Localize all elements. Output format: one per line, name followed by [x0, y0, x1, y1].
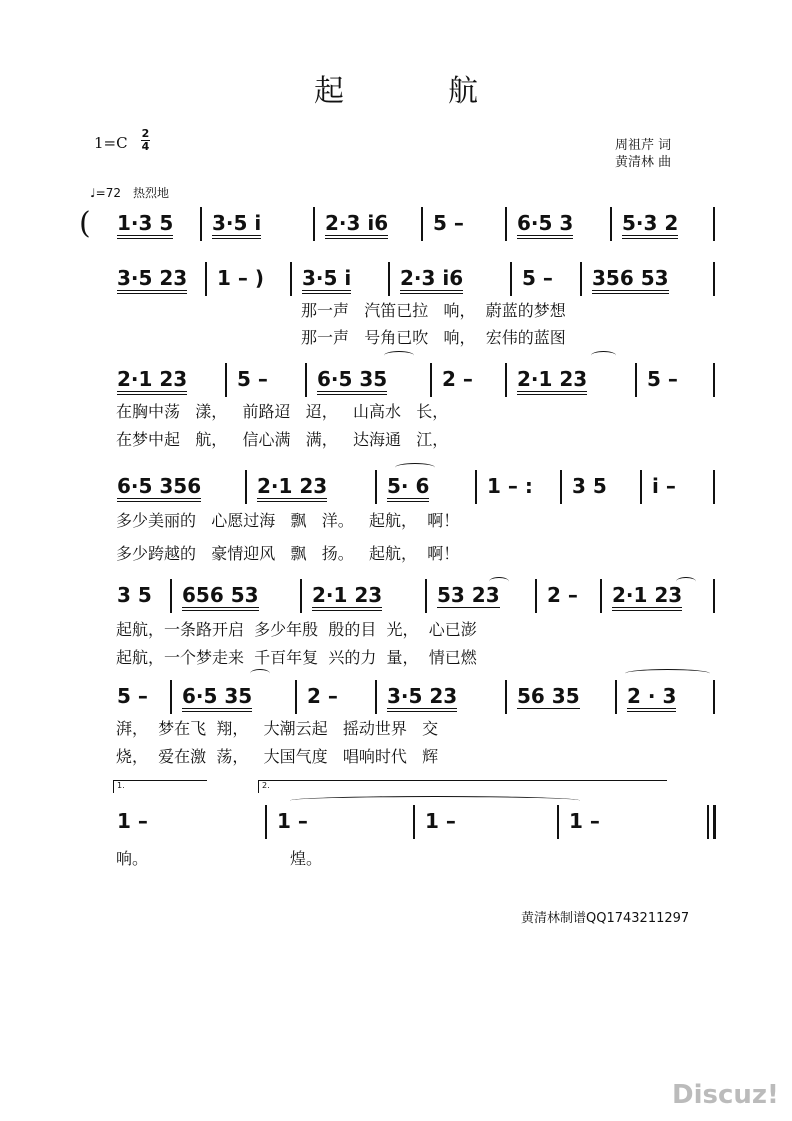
measure: 2·1 23	[312, 583, 382, 611]
measure: 2·1 23	[612, 583, 682, 611]
measure: 2·1 23	[117, 367, 187, 395]
measure: 2·1 23	[257, 474, 327, 502]
tie-slur	[395, 463, 435, 472]
measure: 5 –	[117, 684, 148, 708]
bar-line	[265, 805, 267, 839]
tie-slur	[591, 351, 616, 360]
bar-line	[505, 207, 507, 241]
staff-row	[0, 470, 792, 514]
title-char-2: 航	[448, 74, 478, 109]
measure: 1 –	[425, 809, 456, 833]
bar-line	[475, 470, 477, 504]
measure: 5 –	[522, 266, 553, 290]
watermark: Discuz!	[672, 1080, 779, 1110]
measure: 2·3 i6	[325, 211, 388, 239]
measure: 3·5 23	[387, 684, 457, 712]
bar-line	[305, 363, 307, 397]
bar-line	[560, 470, 562, 504]
bar-line	[505, 680, 507, 714]
measure: 1 – )	[217, 266, 264, 290]
bar-line	[425, 579, 427, 613]
measure: 5·3 2	[622, 211, 678, 239]
bar-line	[610, 207, 612, 241]
expression-marking: 热烈地	[132, 186, 169, 200]
lyric-line: 起航，一条路开启 多少年殷 殷的目 光， 心已澎	[116, 620, 477, 639]
measure: 6·5 35	[317, 367, 387, 395]
volta-bracket: 2.	[258, 780, 667, 793]
bar-line	[170, 680, 172, 714]
lyric-line: 多少美丽的 心愿过海 飘 洋。 起航， 啊！	[116, 511, 460, 530]
bar-line	[580, 262, 582, 296]
measure: 2·3 i6	[400, 266, 463, 294]
bar-line	[713, 579, 715, 613]
tie-slur	[290, 796, 580, 805]
bar-line	[535, 579, 537, 613]
title-char-1: 起	[314, 74, 344, 109]
composer: 黄清林 曲	[615, 155, 672, 170]
time-signature-bottom: 4	[141, 140, 150, 153]
bar-line	[413, 805, 415, 839]
bar-line	[600, 579, 602, 613]
measure: 1 – :	[487, 474, 533, 498]
tie-slur	[625, 669, 710, 678]
bar-line	[713, 363, 715, 397]
lyric-line: 那一声 号角已吹 响， 宏伟的蓝图	[301, 328, 566, 347]
bar-line	[375, 470, 377, 504]
bar-line	[713, 207, 715, 241]
measure: 3 5	[572, 474, 607, 498]
measure: 3·5 i	[212, 211, 261, 239]
measure: 656 53	[182, 583, 259, 611]
open-parenthesis: (	[79, 206, 91, 241]
measure: 6·5 356	[117, 474, 201, 502]
bar-line	[313, 207, 315, 241]
bar-line	[505, 363, 507, 397]
bar-line	[375, 680, 377, 714]
measure: 356 53	[592, 266, 669, 294]
tie-slur	[489, 577, 509, 586]
measure: 5· 6	[387, 474, 429, 502]
measure: 53 23	[437, 583, 500, 607]
measure: i –	[652, 474, 676, 498]
bar-line	[295, 680, 297, 714]
score-maker: 黄清林制谱QQ1743211297	[521, 911, 690, 926]
bar-line	[430, 363, 432, 397]
bar-line	[713, 805, 716, 839]
tie-slur	[250, 669, 270, 678]
lyric-line: 在梦中起 航， 信心满 满， 达海通 江，	[116, 430, 449, 449]
bar-line	[713, 262, 715, 296]
measure: 3·5 23	[117, 266, 187, 294]
measure: 1 –	[117, 809, 148, 833]
measure: 1·3 5	[117, 211, 173, 239]
measure: 6·5 35	[182, 684, 252, 712]
measure: 5 –	[647, 367, 678, 391]
bar-line	[421, 207, 423, 241]
measure: 2 · 3	[627, 684, 676, 712]
bar-line	[713, 470, 715, 504]
staff-row	[0, 579, 792, 623]
bar-line	[640, 470, 642, 504]
lyric-line: 起航，一个梦走来 千百年复 兴的力 量， 情已燃	[116, 648, 477, 667]
bar-line	[245, 470, 247, 504]
lyric-line: 湃， 梦在飞 翔， 大潮云起 摇动世界 交	[116, 719, 439, 738]
lyric-line: 多少跨越的 豪情迎风 飘 扬。 起航， 啊！	[116, 544, 460, 563]
measure: 1 –	[569, 809, 600, 833]
bar-line	[170, 579, 172, 613]
key-signature: 1=C	[94, 134, 128, 152]
measure: 3 5	[117, 583, 152, 607]
bar-line	[615, 680, 617, 714]
page-title	[0, 66, 792, 110]
measure: 56 35	[517, 684, 580, 708]
tie-slur	[676, 577, 696, 586]
bar-line	[510, 262, 512, 296]
lyricist: 周祖芹 词	[615, 138, 672, 153]
bar-line	[713, 680, 715, 714]
bar-line	[200, 207, 202, 241]
measure: 5 –	[433, 211, 464, 235]
time-signature-top: 2	[141, 127, 150, 140]
measure: 2 –	[547, 583, 578, 607]
staff-row	[0, 805, 792, 849]
measure: 1 –	[277, 809, 308, 833]
final-bar-line	[707, 805, 709, 839]
lyric-line: 那一声 汽笛已拉 响， 蔚蓝的梦想	[301, 301, 566, 320]
bar-line	[557, 805, 559, 839]
credits	[615, 137, 671, 171]
volta-bracket: 1.	[113, 780, 207, 793]
lyric-line: 煌。	[290, 849, 323, 868]
bar-line	[388, 262, 390, 296]
bar-line	[290, 262, 292, 296]
measure: 2 –	[307, 684, 338, 708]
bar-line	[300, 579, 302, 613]
bar-line	[205, 262, 207, 296]
lyric-line: 在胸中荡 漾， 前路迢 迢， 山高水 长，	[116, 402, 449, 421]
lyric-line: 烧， 爱在激 荡， 大国气度 唱响时代 辉	[116, 747, 439, 766]
bar-line	[225, 363, 227, 397]
tie-slur	[384, 351, 414, 360]
bar-line	[635, 363, 637, 397]
tempo-value: ♩=72	[90, 186, 121, 200]
lyric-line: 响。	[116, 849, 149, 868]
staff-row	[0, 207, 792, 251]
tempo-marking	[90, 184, 169, 201]
measure: 6·5 3	[517, 211, 573, 239]
time-signature	[141, 128, 150, 153]
measure: 5 –	[237, 367, 268, 391]
measure: 2·1 23	[517, 367, 587, 395]
measure: 2 –	[442, 367, 473, 391]
measure: 3·5 i	[302, 266, 351, 294]
